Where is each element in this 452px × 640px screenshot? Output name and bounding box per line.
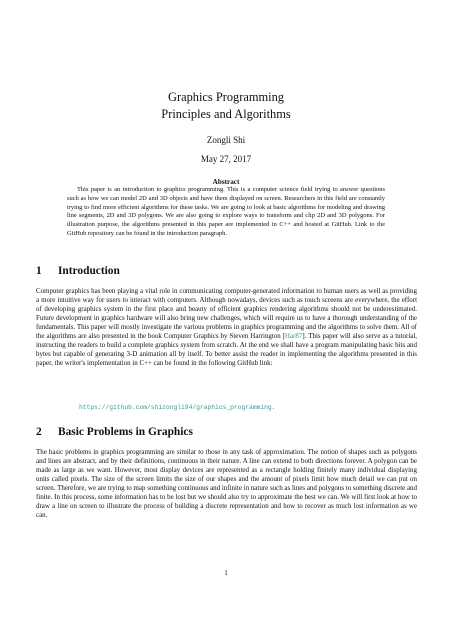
abstract-text: This paper is an introduction to graphics programming. This is a computer science field trying to answer questions such as how we can model 2D and 3D objects and have them displayed on screen. Researchers in this field are constantly trying to find more efficient algorithms for these tasks. We are going to look at basic algorithms for modeling and drawing line segments, 2D and 3D polygons. We are also going to explore ways to transform and clip 2D and 3D polygons. For illustration purpose, the algorithms presented in this paper are implemented in C++ and hosted at GitHub. Link to the GitHub repository can be found in the introduction paragraph. bbox=[67, 186, 385, 237]
title-line-2: Principles and Algorithms bbox=[161, 107, 291, 121]
date: May 27, 2017 bbox=[200, 154, 252, 164]
page-number: 1 bbox=[224, 569, 228, 577]
title-line-1: Graphics Programming bbox=[168, 90, 284, 104]
abstract-body bbox=[67, 186, 385, 239]
section-1-title: Introduction bbox=[58, 265, 120, 277]
section-1-text-a: Computer graphics has been playing a vital role in communicating computer-generated information to human users as well as providing a more intuitive way for users to interact with computers. Although nowadays, devices such as touch screens are everywhere, the effort of developing graphics system in the first place and beauty of efficient graphics rendering algorithms should not be underestimated. Future development in graphics hardware will also bring new challenges, which will require us to have a thorough understanding of the fundamentals. This paper will mostly investigate the various problems in graphics programming and the algorithms to solve them. All of the algorithms are also presented in the book Computer Graphics by Steven Harrington [ bbox=[36, 287, 417, 341]
section-2-title: Basic Problems in Graphics bbox=[58, 426, 193, 438]
section-1-body bbox=[36, 287, 417, 368]
section-1-text-b: ]. This paper will also serve as a tutorial, instructing the readers to build a complete graphics system from scratch. At the end we shall have a program manipulating basic bits and bytes but capable of generating 3-D animation all by itself. To better assist the reader in implementing the algorithms presented in this paper, the writer's implementation in C++ can be found in the following GitHub link: bbox=[36, 332, 417, 368]
section-1-number: 1 bbox=[36, 265, 42, 277]
section-1-heading bbox=[36, 265, 120, 277]
section-2-text: The basic problems in graphics programming are similar to those in any task of approximation. The notion of shapes such as polygons and lines are abstract, and by their definitions, continuous in their nature. A line can extend to both directions forever. A polygon can be made as large as we want. However, most display devices are represented as a rectangle holding finitely many individual displaying units called pixels. The size of the screen limits the size of our shapes and the amount of pixels limit how much detail we can put on screen. Therefore, we are trying to map something continuous and infinite in nature such as lines and polygons to something discrete and finite. In this process, some information has to be lost but we should also try to approximate the best we can. We will first look at how to draw a line on screen to illustrate the process of building a discrete representation and how to recover as much lost information as we can. bbox=[36, 448, 417, 520]
section-2-number: 2 bbox=[36, 426, 42, 438]
abstract-heading: Abstract bbox=[212, 178, 240, 186]
citation-link[interactable]: Har87 bbox=[285, 332, 303, 341]
author: Zongli Shi bbox=[206, 135, 246, 145]
section-2-body bbox=[36, 448, 417, 520]
section-2-heading bbox=[36, 426, 193, 438]
github-link[interactable]: https://github.com/shizongli94/graphics_programming. bbox=[79, 404, 276, 411]
